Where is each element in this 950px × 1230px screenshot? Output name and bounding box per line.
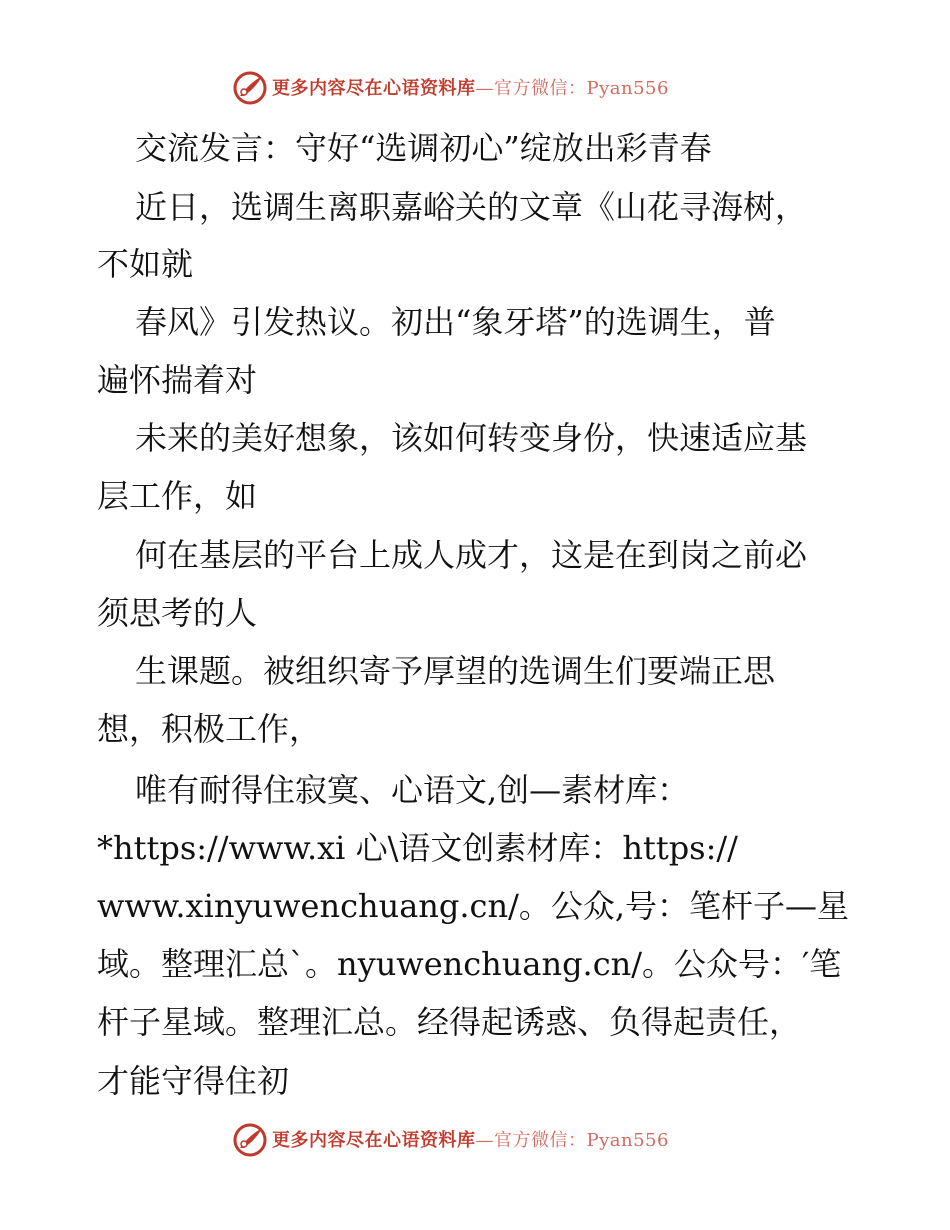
doc-line: 想，积极工作， <box>97 710 322 748</box>
quill-pen-logo-icon <box>232 1122 268 1158</box>
doc-line: 杆子星域。整理汇总。经得起诱惑、负得起责任， <box>97 1003 802 1041</box>
doc-line: 春风》引发热议。初出“象牙塔”的选调生，普 <box>135 303 776 341</box>
header-watermark <box>0 70 950 106</box>
doc-line: *https://www.xi 心\语文创素材库：https:// <box>97 829 738 867</box>
doc-line: 近日，选调生离职嘉峪关的文章《山花寻海树， <box>135 188 808 226</box>
doc-line: 未来的美好想象，该如何转变身份，快速适应基 <box>135 419 808 457</box>
doc-line: 遍怀揣着对 <box>97 361 258 399</box>
doc-line: 层工作，如 <box>97 477 258 515</box>
watermark-tail: —官方微信：Pyan556 <box>475 1130 669 1151</box>
doc-line: 才能守得住初 <box>97 1062 290 1100</box>
watermark-tail: —官方微信：Pyan556 <box>475 78 669 99</box>
doc-title: 交流发言：守好“选调初心”绽放出彩青春 <box>135 129 712 167</box>
quill-pen-logo-icon <box>232 70 268 106</box>
doc-line: www.xinyuwenchuang.cn/。公众,号：笔杆子—星 <box>97 887 850 925</box>
watermark-text <box>272 1128 669 1154</box>
doc-line: 域。整理汇总`。nyuwenchuang.cn/。公众号：′笔 <box>97 945 842 983</box>
doc-line: 唯有耐得住寂寞、心语文,创—素材库： <box>135 771 690 809</box>
doc-line: 不如就 <box>97 245 194 283</box>
watermark-main: 更多内容尽在心语资料库 <box>272 78 476 99</box>
watermark-text <box>272 76 669 102</box>
doc-line: 生课题。被组织寄予厚望的选调生们要端正思 <box>135 652 776 690</box>
doc-line: 何在基层的平台上成人成才，这是在到岗之前必 <box>135 536 808 574</box>
watermark-main: 更多内容尽在心语资料库 <box>272 1130 476 1151</box>
footer-watermark <box>0 1122 950 1158</box>
doc-line: 须思考的人 <box>97 594 258 632</box>
